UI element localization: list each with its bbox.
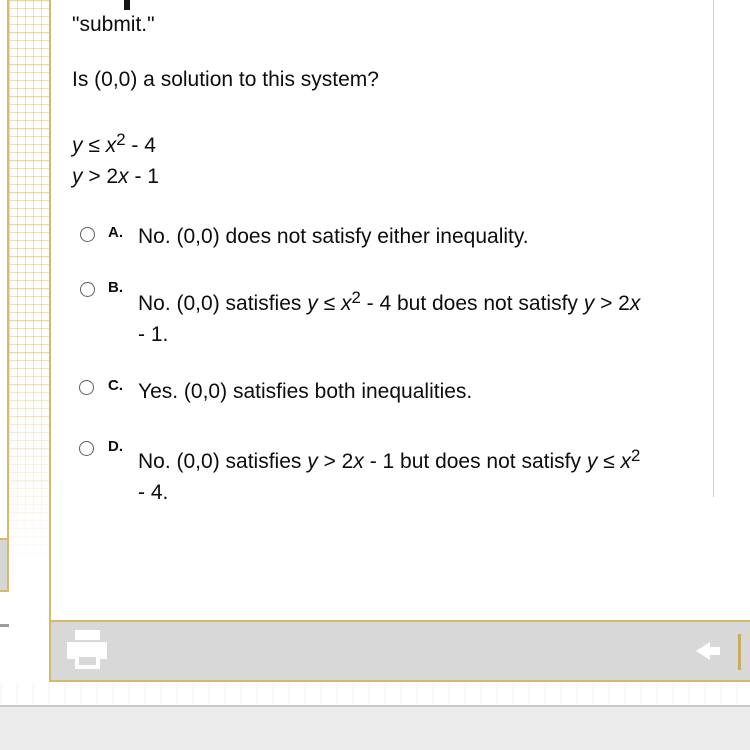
panel-right-rule [713, 0, 714, 497]
option-b-letter: B. [108, 279, 123, 296]
option-d-text-line1: No. (0,0) satisfies y > 2x - 1 but does not satisfy $y \le x^2$ [138, 445, 641, 473]
radio-option-c[interactable] [79, 380, 94, 395]
left-arrow-icon [696, 649, 722, 664]
option-b-text-line1: No. (0,0) satisfies $y \le x^2 - 4$ but does not satisfy y > 2x [138, 287, 641, 315]
print-button[interactable] [63, 629, 111, 673]
radio-option-b[interactable] [80, 282, 95, 297]
option-a-letter: A. [108, 224, 123, 241]
left-edge-dash [0, 624, 9, 627]
question-prompt: Is (0,0) a solution to this system? [72, 68, 379, 91]
bottom-gray-strip [0, 707, 750, 750]
back-button[interactable] [696, 641, 722, 661]
option-d-letter: D. [108, 438, 123, 455]
side-panel-handle[interactable] [0, 538, 9, 592]
radio-option-d[interactable] [79, 441, 94, 456]
option-c-text: Yes. (0,0) satisfies both inequalities. [138, 380, 473, 403]
graph-paper-strip [9, 0, 49, 612]
option-d-text-line2: - 4. [138, 481, 169, 504]
inequality-line-1: $y \le x^2 - 4$ [72, 129, 156, 157]
option-c-letter: C. [108, 377, 123, 394]
player-toolbar [49, 620, 750, 682]
question-panel [51, 0, 750, 620]
radio-option-a[interactable] [80, 227, 95, 242]
below-toolbar-gap [0, 682, 750, 706]
toolbar-divider [738, 634, 741, 670]
instruction-line: "submit." [72, 13, 155, 36]
inequality-line-2: y > 2x - 1 [72, 165, 159, 188]
option-a-text: No. (0,0) does not satisfy either inequality. [138, 225, 529, 248]
printer-icon [63, 661, 111, 676]
option-b-text-line2: - 1. [138, 323, 169, 346]
